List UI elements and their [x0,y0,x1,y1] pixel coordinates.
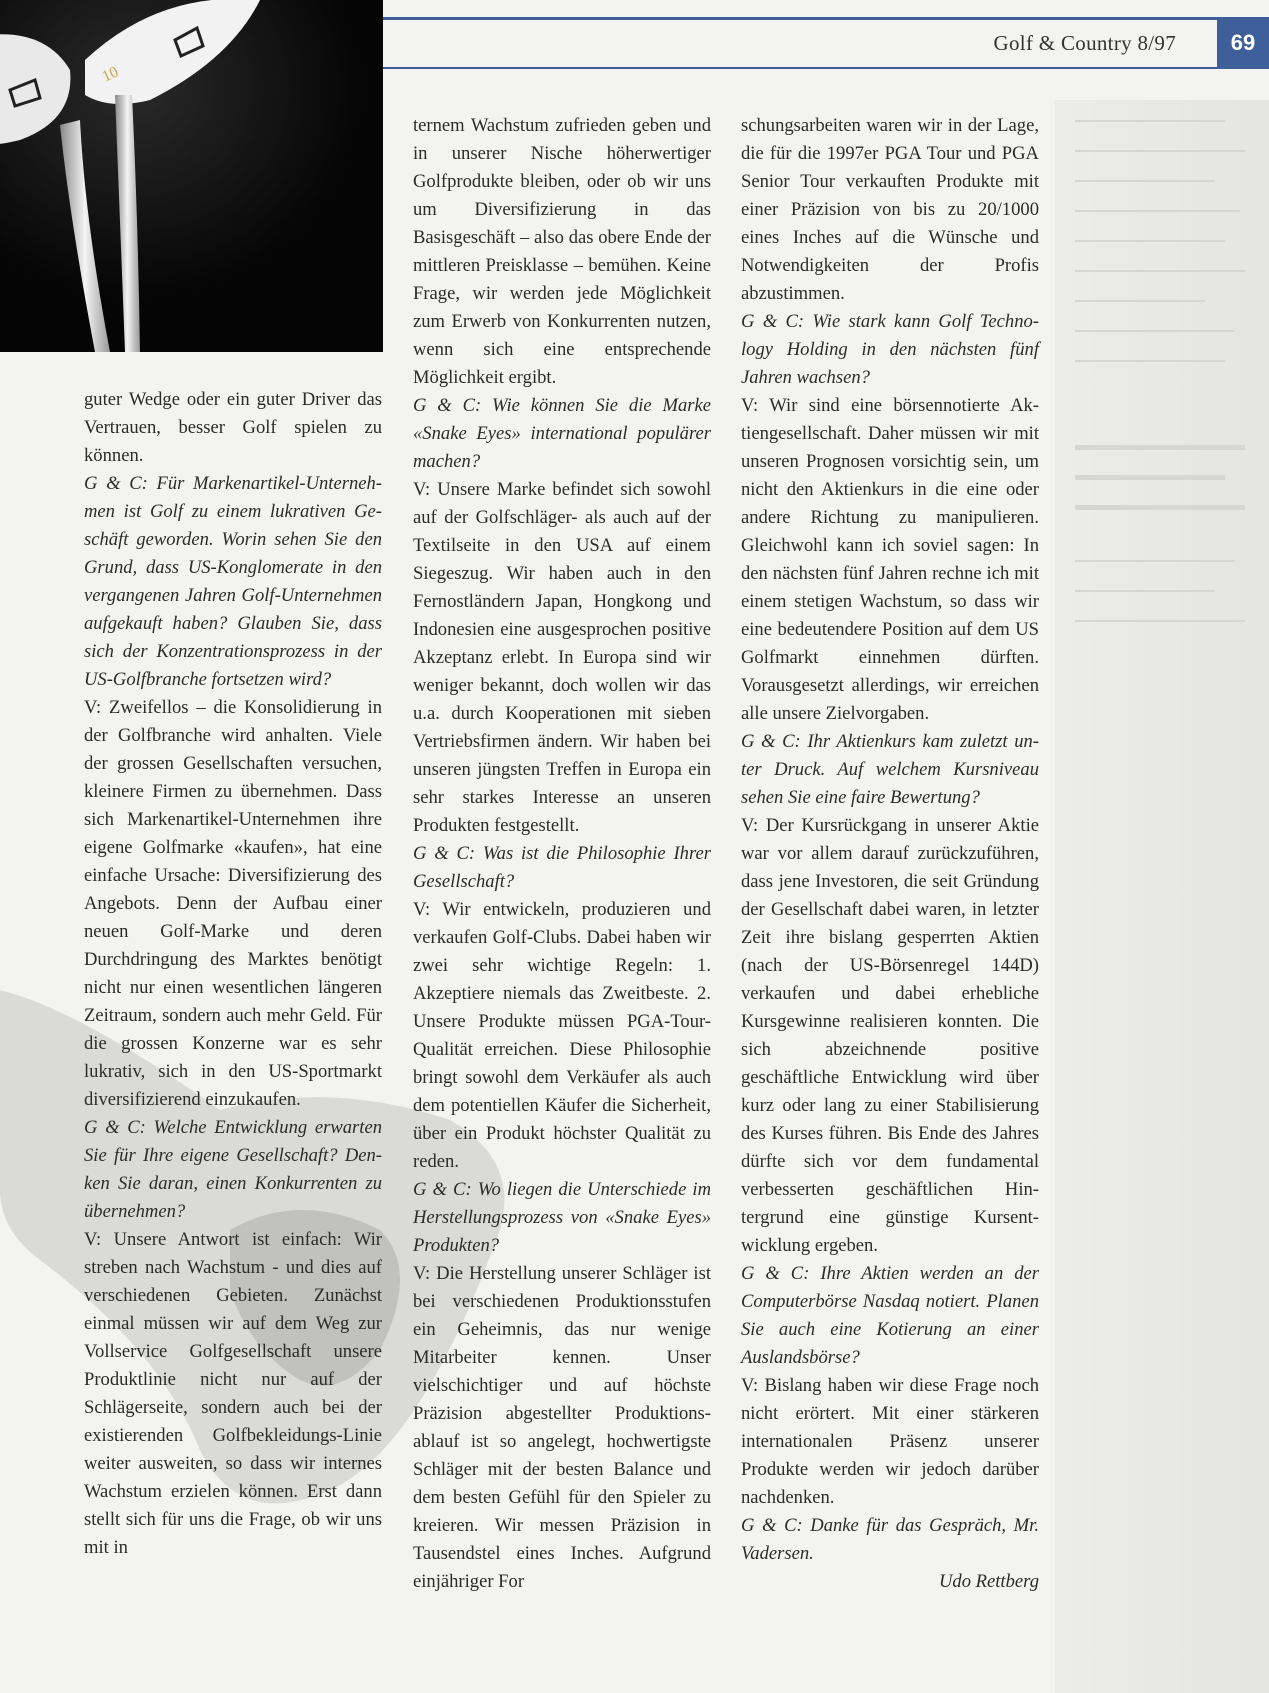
question-paragraph: G & C: Wie können Sie die Marke «Snake Eyes» international populärer machen? [413,395,711,472]
header-rule-bottom [383,67,1217,69]
wedge-photo [0,0,383,352]
answer-paragraph: V: Unsere Antwort ist einfach: Wir streben nach Wachstum - und dies auf verschiedenen Gebieten. Zunächst einmal müssen wir auf dem Weg zur Vollservice Golfgesellschaft unsere Produktlinie nicht nur auf der Schlägerseite, sondern auch bei der existierenden Golfbekleidungs-Linie weiter ausweiten, so dass wir internes Wachstum erzielen können. Erst dann stellt sich für uns die Frage, ob wir uns mit in [84,1229,382,1558]
question-paragraph: G & C: Was ist die Philosophie Ihrer Gesellschaft? [413,843,711,892]
page-number: 69 [1217,17,1269,69]
article-column-3 [741,112,1039,1596]
answer-paragraph: V: Die Herstellung unserer Schläger ist bei verschiedenen Produktionsstufen ein Geheimnis, das nur wenige Mitarbeiter kennen. Unser vielschichtiger und auf höchste Präzision abgestellter Produktionsablauf ist so angelegt, hochwertigste Schläger mit der besten Balance und dem besten Gefühl für den Spieler zu kreieren. Wir messen Präzision in Tausendstel eines Inches. Aufgrund einjähriger For [413,1263,711,1592]
answer-paragraph: V: Zweifellos – die Konsolidierung in der Golfbranche wird anhalten. Viele der grossen Gesellschaften versuchen, kleinere Firmen zu übernehmen. Dass sich Markenartikel-Unternehmen ihre eigene Golfmarke «kaufen», hat eine einfache Ursache: Diversifizierung des Angebots. Denn der Aufbau einer neuen Golf-Marke und deren Durchdringung des Marktes benötigt nicht nur einen wesentlichen längeren Zeitraum, sondern auch mehr Geld. Für die grossen Konzerne war es sehr lukrativ, sich in den US-Sportmarkt diversifizierend einzukaufen. [84,697,382,1110]
running-head: Golf & Country 8/97 [993,31,1176,55]
question-paragraph: G & C: Wo liegen die Unterschiede im Herstellungsprozess von «Snake Eyes» Produkten? [413,1179,711,1256]
wedge-photo-graphic [0,0,383,352]
club-number: 10 [99,63,122,86]
answer-paragraph: V: Wir entwickeln, produzieren und verkaufen Golf-Clubs. Dabei haben wir zwei sehr wichtige Regeln: 1. Akzeptiere niemals das Zweitbeste. 2. Unsere Produkte müssen PGA-Tour-Qualität erreichen. Diese Philosophie bringt sowohl dem Verkäufer als auch dem potentiellen Käufer die Sicherheit, über ein Produkt höchster Qualität zu reden. [413,899,711,1172]
question-paragraph: G & C: Ihr Aktienkurs kam zuletzt unter Druck. Auf welchem Kursniveau sehen Sie eine faire Bewertung? [741,731,1039,808]
article-column-1 [84,386,382,1562]
answer-paragraph: ternem Wachstum zufrieden geben und in unserer Nische höherwertiger Golfprodukte bleiben, oder ob wir uns um Diversifizierung in das Basisgeschäft – also das obere Ende der mittleren Preisklasse – bemühen. Keine Frage, wir werden jede Möglichkeit zum Erwerb von Konkurrenten nutzen, wenn sich eine entsprechende Möglichkeit ergibt. [413,115,711,388]
question-paragraph: G & C: Welche Entwicklung erwarten Sie für Ihre eigene Gesellschaft? Denken Sie daran, einen Konkurrenten zu übernehmen? [84,1117,382,1222]
answer-paragraph: V: Unsere Marke befindet sich sowohl auf der Golfschläger- als auch auf der Textilseite in den USA auf einem Siegeszug. Wir haben auch in den Fernostländern Japan, Hongkong und Indonesien eine ausgesprochen positive Akzeptanz erlebt. In Europa sind wir weniger bekannt, doch wollen wir das u.a. durch Kooperationen mit sieben Vertriebsfirmen ändern. Wir haben bei unseren jüngsten Treffen in Europa ein sehr starkes Interesse an unseren Produkten festgestellt. [413,479,711,836]
question-paragraph: G & C: Danke für das Gespräch, Mr. Vadersen. [741,1515,1039,1564]
answer-paragraph: schungsarbeiten waren wir in der Lage, die für die 1997er PGA Tour und PGA Senior Tour verkauften Produkte mit einer Präzision von bis zu 20/1000 eines Inches auf die Wünsche und Notwendigkeiten der Profis abzustimmen. [741,115,1039,304]
answer-paragraph: guter Wedge oder ein guter Driver das Vertrauen, besser Golf spielen zu können. [84,389,382,466]
question-paragraph: G & C: Für Markenartikel-Unternehmen ist Golf zu einem lukrativen Geschäft geworden. Worin sehen Sie den Grund, dass US-Konglomerate in den vergangenen Jahren Golf-Unternehmen aufgekauft haben? Glauben Sie, dass sich der Konzentrationsprozess in der US-Golfbranche fortsetzen wird? [84,473,382,690]
question-paragraph: G & C: Wie stark kann Golf Technology Holding in den nächsten fünf Jahren wachsen? [741,311,1039,388]
answer-paragraph: V: Wir sind eine börsennotierte Aktiengesellschaft. Daher müssen wir mit unseren Prognosen vorsichtig sein, um nicht den Aktienkurs in die eine oder andere Richtung zu manipulieren. Gleichwohl kann ich soviel sagen: In den nächsten fünf Jahren rechne ich mit einem stetigen Wachstum, so dass wir eine bedeutendere Position auf dem US Golfmarkt einnehmen dürften. Vorausgesetzt allerdings, wir erreichen alle unsere Zielvorgaben. [741,395,1039,724]
article-column-2 [413,112,711,1596]
header-rule-top [383,17,1217,20]
answer-paragraph: V: Bislang haben wir diese Frage noch nicht erörtert. Mit einer stärkeren internationalen Präsenz unserer Produkte werden wir jedoch darüber nachdenken. [741,1375,1039,1508]
question-paragraph: G & C: Ihre Aktien werden an der Computerbörse Nasdaq notiert. Planen Sie auch eine Kotierung an einer Auslandsbörse? [741,1263,1039,1368]
answer-paragraph: V: Der Kursrückgang in unserer Aktie war vor allem darauf zurückzuführen, dass jene Investoren, die seit Gründung der Gesellschaft dabei waren, in letzter Zeit ihre bislang gesperrten Aktien (nach der US-Börsenregel 144D) verkaufen und dabei erhebliche Kursgewinne realisieren konnten. Die sich abzeichnende positive geschäftliche Entwicklung wird über kurz oder lang zu einer Stabilisierung des Kurses führen. Bis Ende des Jahres dürfte sich vor dem fundamental verbesserten geschäftlichen Hintergrund eine günstige Kursentwicklung ergeben. [741,815,1039,1256]
author-signature: Udo Rettberg [938,1571,1039,1592]
right-margin [1055,100,1269,1693]
